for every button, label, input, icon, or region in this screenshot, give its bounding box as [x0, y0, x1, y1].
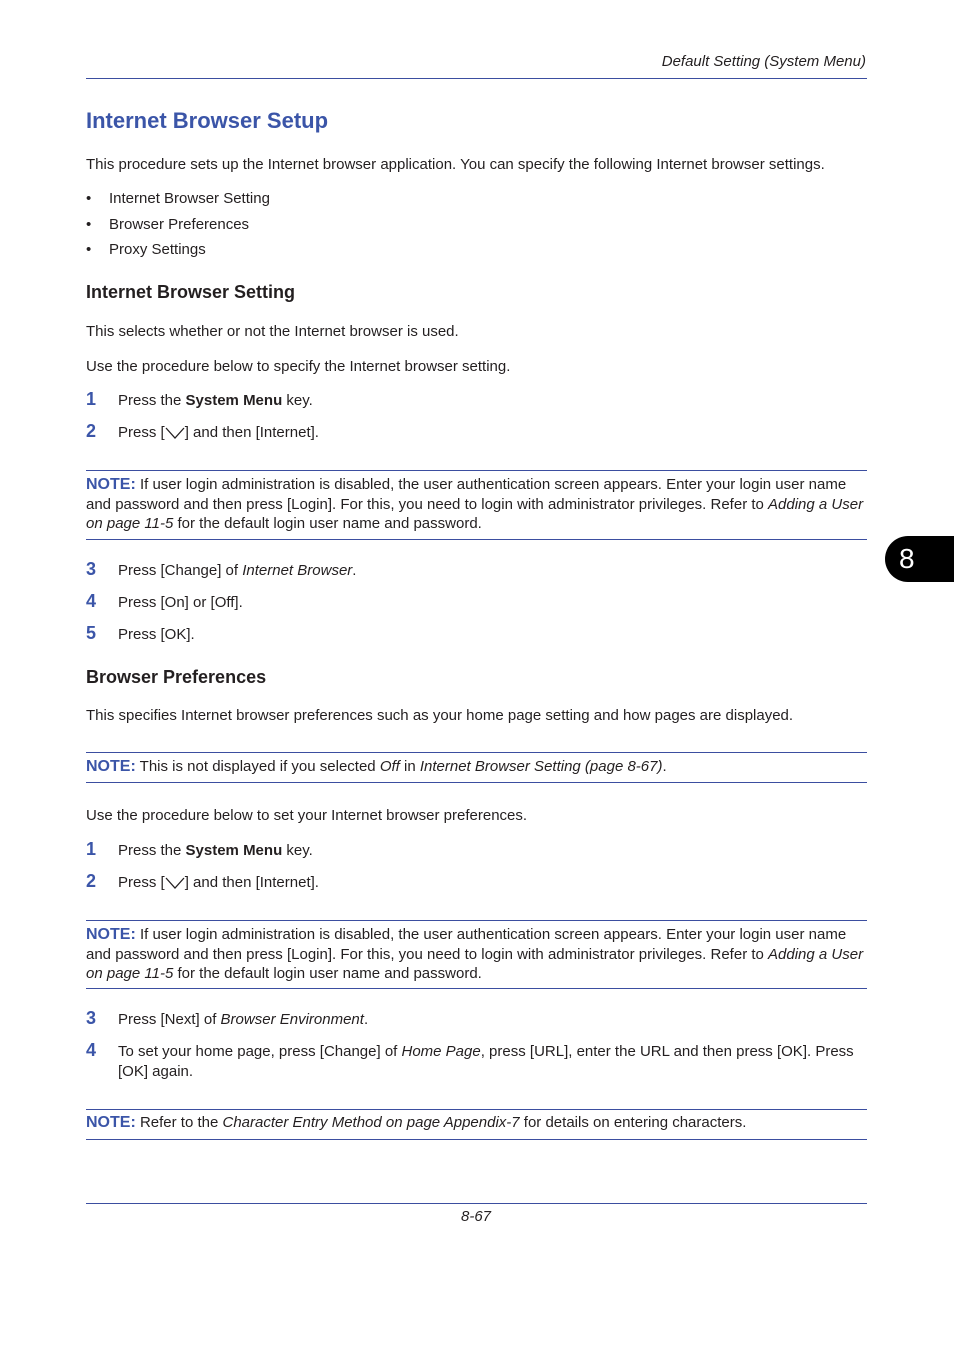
note-block: NOTE: Refer to the Character Entry Method on page Appendix-7 for details on entering characters. [86, 1114, 747, 1131]
note-rule-bottom [86, 988, 867, 989]
note-label: NOTE: [86, 758, 136, 775]
paragraph: This selects whether or not the Internet browser is used. [86, 323, 459, 340]
running-header: Default Setting (System Menu) [661, 53, 866, 70]
list-item: • Proxy Settings [86, 241, 206, 258]
note-label: NOTE: [86, 476, 136, 493]
step-text: Press [Next] of Browser Environment. [118, 1011, 369, 1028]
step-number: 3 [86, 559, 97, 579]
note-rule-bottom [86, 782, 867, 783]
page-number: 8-67 [461, 1208, 492, 1225]
chevron-down-icon [165, 427, 185, 439]
step-number: 5 [86, 623, 97, 643]
list-item: • Browser Preferences [86, 216, 250, 233]
bullet-icon: • [86, 216, 92, 233]
cross-reference: Character Entry Method on page Appendix-7 [222, 1114, 520, 1131]
cross-reference: Adding a User on page 11-5 [86, 495, 864, 532]
step-text: Press [On] or [Off]. [118, 594, 243, 611]
note-rule-top [86, 470, 867, 471]
step-number: 4 [86, 591, 97, 611]
note-rule-top [86, 752, 867, 753]
note-rule-top [86, 1109, 867, 1110]
section-heading: Internet Browser Setting [86, 282, 296, 302]
step-text: Press the System Menu key. [118, 842, 313, 859]
step-text: Press [ ] and then [Internet]. [118, 874, 319, 891]
step-text: To set your home page, press [Change] of Home Page, press [URL], enter the URL and then press [OK]. Press [OK] again. [118, 1043, 854, 1080]
bullet-icon: • [86, 241, 92, 258]
step-number: 2 [86, 421, 97, 441]
note-label: NOTE: [86, 926, 136, 943]
step-number: 1 [86, 389, 97, 409]
footer-rule [86, 1203, 867, 1204]
paragraph: This specifies Internet browser preferences such as your home page setting and how pages are displayed. [86, 707, 794, 724]
note-rule-top [86, 920, 867, 921]
header-rule [86, 78, 867, 79]
note-rule-bottom [86, 1139, 867, 1140]
paragraph: Use the procedure below to specify the Internet browser setting. [86, 358, 511, 375]
step-number: 4 [86, 1040, 97, 1060]
paragraph: Use the procedure below to set your Internet browser preferences. [86, 807, 528, 824]
chapter-tab: 8 [885, 536, 954, 582]
intro-paragraph: This procedure sets up the Internet browser application. You can specify the following Internet browser settings. [86, 156, 825, 173]
step-number: 3 [86, 1008, 97, 1028]
note-block: NOTE: If user login administration is disabled, the user authentication screen appears. Enter your login user name and password and then press [Login]. For this, you need to login with administrator privileges. Refer to Adding a User on page 11-5 for the default login user name and password. [86, 476, 864, 532]
note-block: NOTE: If user login administration is disabled, the user authentication screen appears. Enter your login user name and password and then press [Login]. For this, you need to login with administrator privileges. Refer to Adding a User on page 11-5 for the default login user name and password. [86, 926, 864, 982]
note-label: NOTE: [86, 1114, 136, 1131]
page-title: Internet Browser Setup [86, 108, 329, 133]
step-number: 1 [86, 839, 97, 859]
chevron-down-icon [165, 877, 185, 889]
step-text: Press [OK]. [118, 626, 195, 643]
list-item: • Internet Browser Setting [86, 190, 270, 207]
step-text: Press [Change] of Internet Browser. [118, 562, 357, 579]
step-text: Press [ ] and then [Internet]. [118, 424, 319, 441]
bullet-icon: • [86, 190, 92, 207]
note-rule-bottom [86, 539, 867, 540]
note-block: NOTE: This is not displayed if you selected Off in Internet Browser Setting (page 8-67). [86, 758, 667, 775]
cross-reference: Internet Browser Setting (page 8-67) [419, 758, 663, 775]
cross-reference: Adding a User on page 11-5 [86, 945, 864, 982]
step-number: 2 [86, 871, 97, 891]
step-text: Press the System Menu key. [118, 392, 313, 409]
section-heading: Browser Preferences [86, 667, 267, 687]
